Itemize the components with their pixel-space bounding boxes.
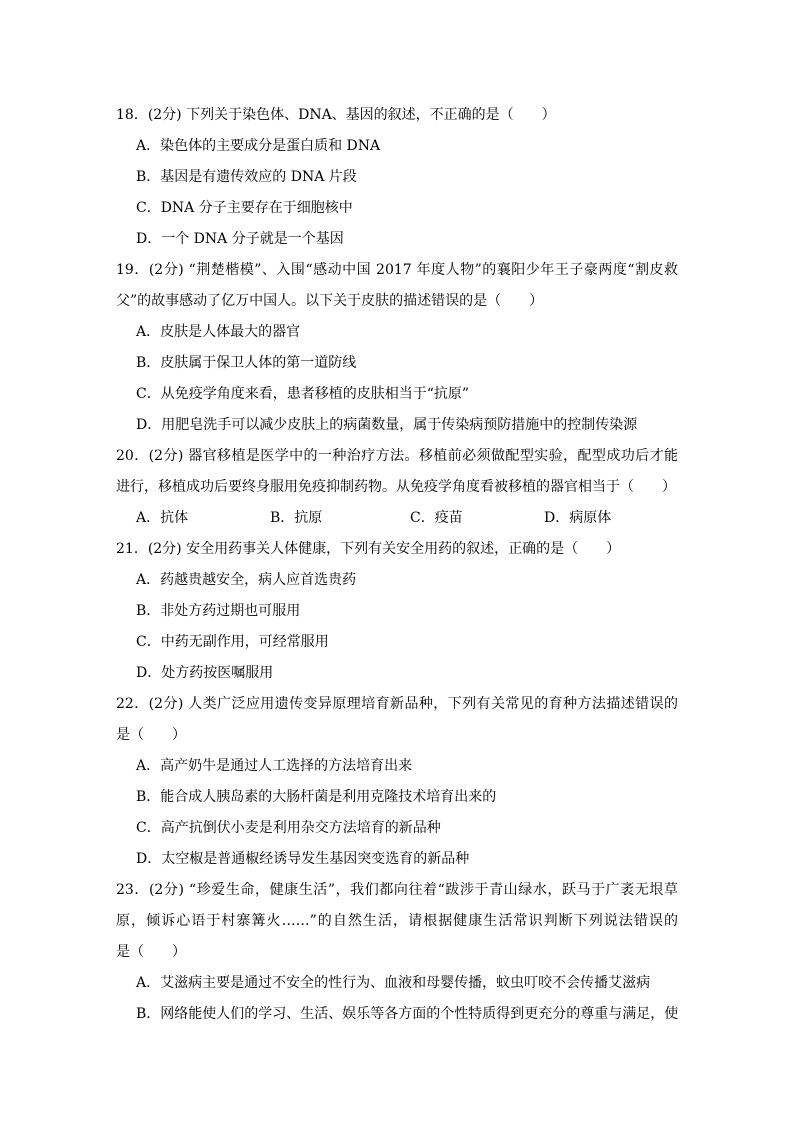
inline-options bbox=[116, 503, 678, 534]
option-d: D．病原体 bbox=[544, 510, 612, 526]
option-a: A．高产奶牛是通过人工选择的方法培育出来 bbox=[136, 758, 413, 774]
question-stem-continued: 进行，移植成功后要终身服用免疫抑制药物。从免疫学角度看被移植的器官相当于（ ） bbox=[116, 479, 676, 495]
option-b: B．网络能使人们的学习、生活、娱乐等各方面的个性特质得到更充分的尊重与满足，使 bbox=[136, 1006, 679, 1022]
question-stem-continued: 是（ ） bbox=[116, 727, 186, 743]
question-stem: 22．(2分) 人类广泛应用遗传变异原理培育新品种，下列有关常见的育种方法描述错误的 bbox=[116, 696, 678, 712]
question-stem: 23．(2分) “珍爱生命，健康生活”，我们都向往着“跋涉于青山绿水，跃马于广袤无垠草 bbox=[116, 882, 678, 898]
option-b: B．抗原 bbox=[270, 510, 323, 526]
option-b: B．皮肤属于保卫人体的第一道防线 bbox=[136, 355, 357, 371]
question-21 bbox=[116, 534, 678, 689]
option-b: B．能合成人胰岛素的大肠杆菌是利用克隆技术培育出来的 bbox=[136, 789, 497, 805]
question-20 bbox=[116, 441, 678, 534]
question-18 bbox=[116, 100, 678, 255]
question-stem: 18．(2分) 下列关于染色体、DNA、基因的叙述，不正确的是（ ） bbox=[116, 107, 556, 123]
question-stem: 21．(2分) 安全用药事关人体健康，下列有关安全用药的叙述，正确的是（ ） bbox=[116, 541, 621, 557]
option-d: D．太空椒是普通椒经诱导发生基因突变选育的新品种 bbox=[136, 851, 470, 867]
option-a: A．皮肤是人体最大的器官 bbox=[136, 324, 301, 340]
question-stem: 19．(2分) “荆楚楷模”、入围“感动中国 2017 年度人物”的襄阳少年王子豪两度“割皮救 bbox=[116, 262, 678, 278]
question-stem-continued: 是（ ） bbox=[116, 944, 186, 960]
option-a: A．抗体 bbox=[136, 510, 189, 526]
question-stem-continued: 父”的故事感动了亿万中国人。以下关于皮肤的描述错误的是（ ） bbox=[116, 293, 544, 309]
question-stem-continued: 原，倾诉心语于村寨篝火……”的自然生活，请根据健康生活常识判断下列说法错误的 bbox=[116, 913, 678, 929]
question-stem: 20．(2分) 器官移植是医学中的一种治疗方法。移植前必须做配型实验，配型成功后才能 bbox=[116, 448, 678, 464]
option-d: D．用肥皂洗手可以减少皮肤上的病菌数量，属于传染病预防措施中的控制传染源 bbox=[136, 417, 638, 433]
option-b: B．非处方药过期也可服用 bbox=[136, 603, 301, 619]
option-c: C．疫苗 bbox=[410, 510, 463, 526]
option-d: D．一个 DNA 分子就是一个基因 bbox=[136, 231, 344, 247]
option-c: C．从免疫学角度来看，患者移植的皮肤相当于“抗原” bbox=[136, 386, 470, 402]
question-19 bbox=[116, 255, 678, 441]
option-c: C．中药无副作用，可经常服用 bbox=[136, 634, 329, 650]
option-a: A．药越贵越安全，病人应首选贵药 bbox=[136, 572, 357, 588]
option-c: C．DNA 分子主要存在于细胞核中 bbox=[136, 200, 353, 216]
question-23 bbox=[116, 875, 678, 1030]
option-c: C．高产抗倒伏小麦是利用杂交方法培育的新品种 bbox=[136, 820, 441, 836]
option-d: D．处方药按医嘱服用 bbox=[136, 665, 274, 681]
option-a: A．艾滋病主要是通过不安全的性行为、血液和母婴传播，蚊虫叮咬不会传播艾滋病 bbox=[136, 975, 651, 991]
exam-page bbox=[116, 100, 678, 1030]
option-b: B．基因是有遗传效应的 DNA 片段 bbox=[136, 169, 357, 185]
option-a: A．染色体的主要成分是蛋白质和 DNA bbox=[136, 138, 381, 154]
question-22 bbox=[116, 689, 678, 875]
